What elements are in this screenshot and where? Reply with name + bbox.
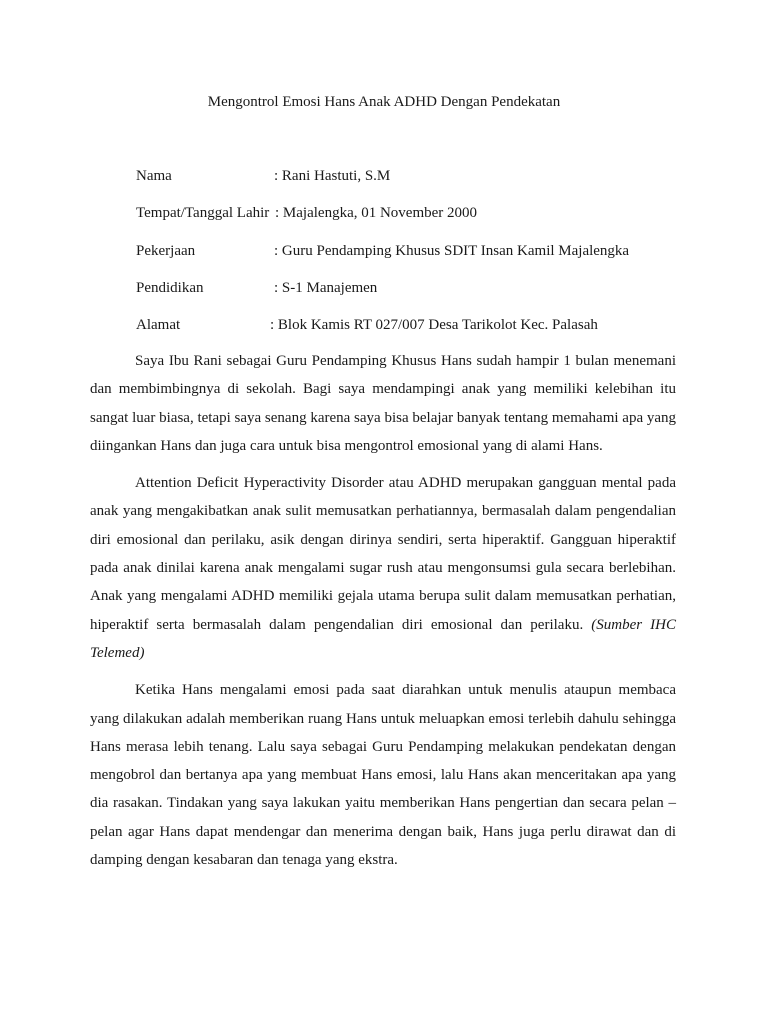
bio-label: Pendidikan [136, 279, 204, 296]
bio-row-tempat-tanggal-lahir [136, 202, 696, 239]
bio-row-pekerjaan [136, 240, 696, 277]
paragraph-text: Attention Deficit Hyperactivity Disorder atau ADHD merupakan gangguan mental pada anak yang mengakibatkan anak sulit memusatkan perhatiannya, bermasalah dalam pengendalian diri emosional dan perilaku, asik dengan dirinya sendiri, serta hiperaktif. Gangguan hiperaktif pada anak dinilai karena anak mengalami sugar rush atau mengonsumsi gula secara berlebihan. Anak yang mengalami ADHD memiliki gejala utama berupa sulit dalam memusatkan perhatian, hiperaktif serta bermasalah dalam pengendalian diri emosional dan perilaku. [90, 475, 676, 633]
bio-label: Alamat [136, 317, 181, 334]
bio-value: : Majalengka, 01 November 2000 [275, 205, 478, 222]
bio-row-nama [136, 165, 696, 202]
citation: (Sumber IHC Telemed) [90, 616, 677, 661]
document-title: Mengontrol Emosi Hans Anak ADHD Dengan Pendekatan [207, 94, 561, 110]
paragraph [90, 347, 676, 460]
bio-value: : Blok Kamis RT 027/007 Desa Tarikolot Kec. Palasah [270, 317, 598, 334]
document-body [90, 347, 676, 883]
bio-value: : Rani Hastuti, S.M [274, 168, 391, 184]
bio-value: : Guru Pendamping Khusus SDIT Insan Kamil Majalengka [274, 242, 630, 259]
bio-label: Tempat/Tanggal Lahir [136, 205, 270, 222]
paragraph-text: Saya Ibu Rani sebagai Guru Pendamping Khusus Hans sudah hampir 1 bulan menemani dan membimbingnya di sekolah. Bagi saya mendampingi anak yang memiliki kelebihan itu sangat luar biasa, tetapi saya senang karena saya bisa belajar banyak tentang memahami apa yang diingankan Hans dan juga cara untuk bisa mengontrol emosional yang di alami Hans. [90, 353, 677, 454]
bio-row-pendidikan [136, 277, 696, 314]
paragraph [90, 469, 676, 667]
paragraph [90, 676, 676, 874]
bio-label: Pekerjaan [136, 242, 196, 259]
paragraph-text: Ketika Hans mengalami emosi pada saat diarahkan untuk menulis ataupun membaca yang dilakukan adalah memberikan ruang Hans untuk meluapkan emosi terlebih dahulu sehingga Hans merasa lebih tenang. Lalu saya sebagai Guru Pendamping melakukan pendekatan dengan mengobrol dan bertanya apa yang membuat Hans emosi, lalu Hans akan menceritakan apa yang dia rasakan. Tindakan yang saya lakukan yaitu memberikan Hans pengertian dan secara pelan – pelan agar Hans dapat mendengar dan menerima dengan baik, Hans juga perlu dirawat dan di damping dengan kesabaran dan tenaga yang ekstra. [90, 682, 676, 869]
bio-value: : S-1 Manajemen [274, 279, 378, 296]
bio-label: Nama [136, 168, 172, 184]
bio-section [136, 165, 696, 351]
bio-row-alamat [136, 314, 696, 351]
